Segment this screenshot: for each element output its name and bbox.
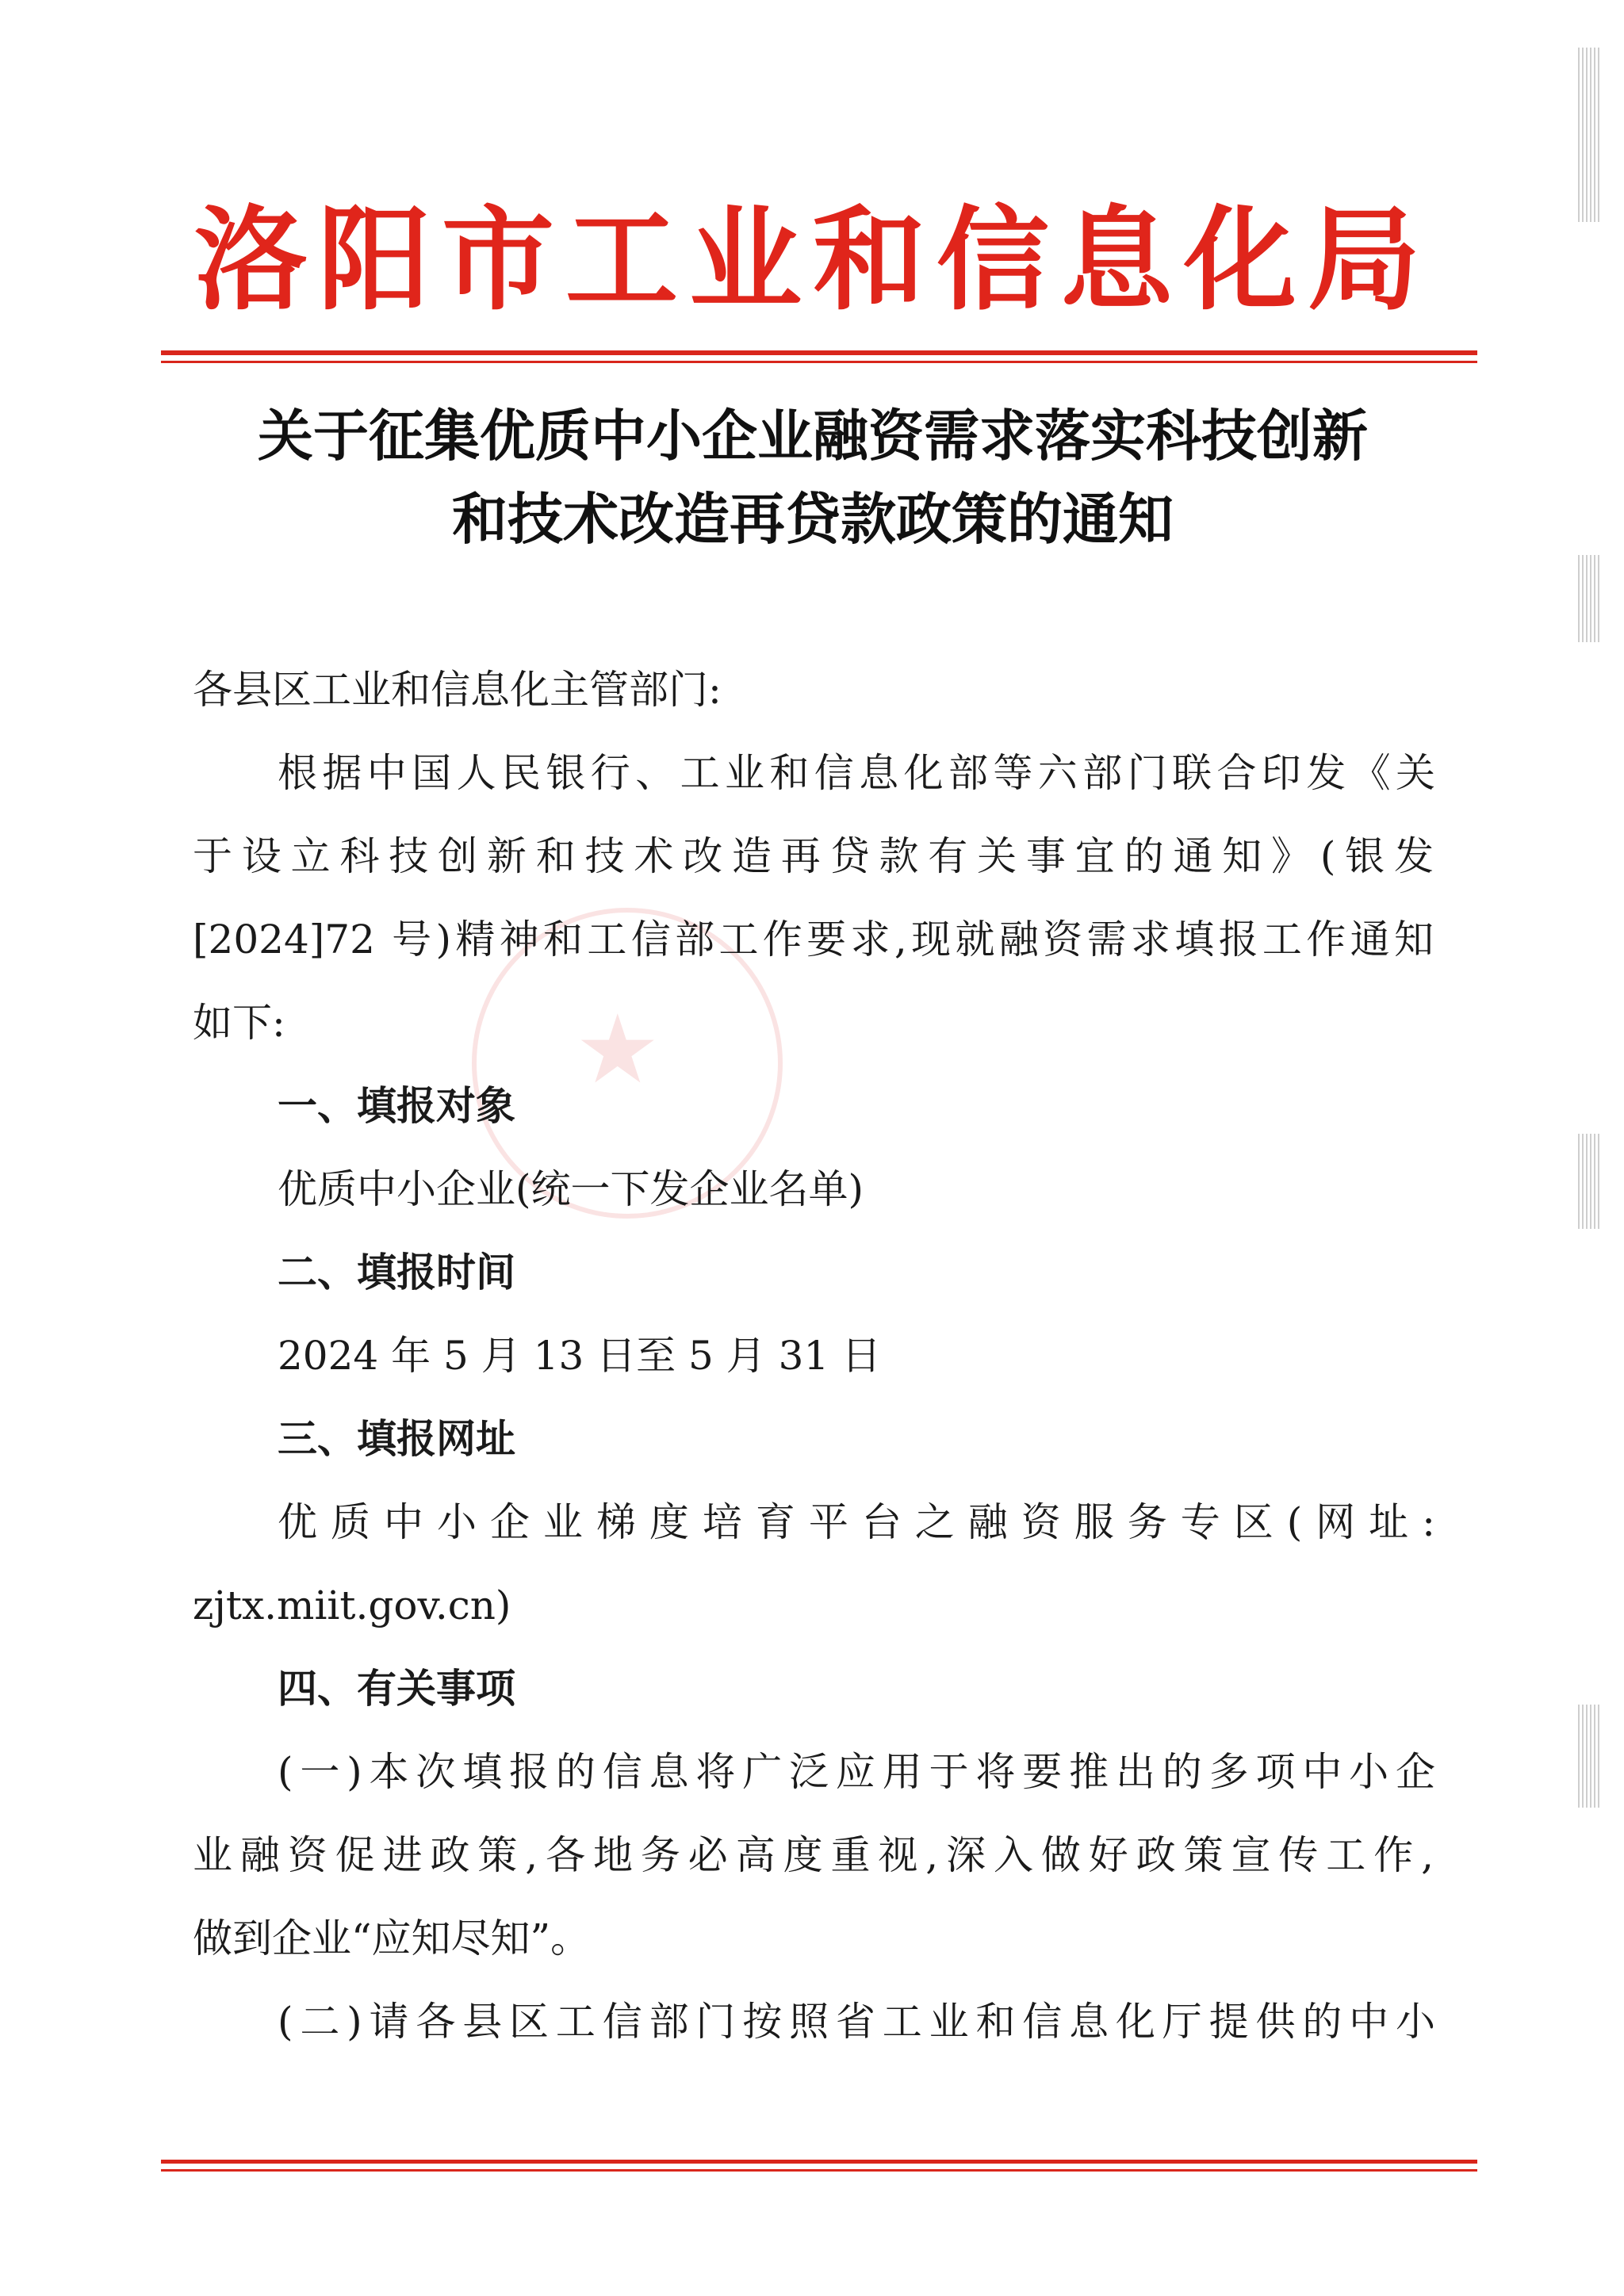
section-text-target: 优质中小企业(统一下发企业名单) <box>278 1166 864 1212</box>
seal-star-icon: ★ <box>575 995 661 1105</box>
document-title-line-2: 和技术改造再贷款政策的通知 <box>452 486 1174 552</box>
agency-letterhead: 洛阳市工业和信息化局 <box>194 194 1431 326</box>
scan-artifact <box>1578 555 1602 642</box>
scan-artifact <box>1578 1134 1602 1229</box>
scan-artifact <box>1578 48 1602 222</box>
letterhead-red-rule-thin <box>161 361 1477 363</box>
footer-red-rule-thin <box>161 2169 1477 2172</box>
section-text-url-1: 优质中小企业梯度培育平台之融资服务专区(网址: <box>278 1499 1435 1545</box>
matters-line-2: 业融资促进政策,各地务必高度重视,深入做好政策宣传工作, <box>193 1832 1434 1878</box>
salutation: 各县区工业和信息化主管部门: <box>193 667 722 713</box>
document-title-line-1: 关于征集优质中小企业融资需求落实科技创新 <box>258 403 1368 469</box>
intro-line-1: 根据中国人民银行、工业和信息化部等六部门联合印发《关 <box>278 750 1435 796</box>
scan-artifact <box>1578 1705 1602 1808</box>
intro-line-2: 于设立科技创新和技术改造再贷款有关事宜的通知》(银发 <box>193 833 1434 879</box>
footer-red-rule <box>161 2160 1477 2164</box>
section-heading-matters: 四、有关事项 <box>278 1665 515 1712</box>
intro-line-3: [2024]72 号)精神和工信部工作要求,现就融资需求填报工作通知 <box>193 916 1434 962</box>
section-heading-url: 三、填报网址 <box>278 1415 515 1462</box>
section-text-url-2: zjtx.miit.gov.cn) <box>193 1582 511 1628</box>
matters-line-4: (二)请各县区工信部门按照省工业和信息化厅提供的中小 <box>278 1999 1435 2045</box>
section-heading-target: 一、填报对象 <box>278 1082 515 1129</box>
section-text-time: 2024 年 5 月 13 日至 5 月 31 日 <box>278 1333 882 1379</box>
matters-line-1: (一)本次填报的信息将广泛应用于将要推出的多项中小企 <box>278 1749 1435 1795</box>
intro-line-4: 如下: <box>193 1000 285 1046</box>
matters-line-3: 做到企业“应知尽知”。 <box>193 1915 591 1961</box>
letterhead-red-rule <box>161 350 1477 355</box>
section-heading-time: 二、填报时间 <box>278 1249 515 1295</box>
